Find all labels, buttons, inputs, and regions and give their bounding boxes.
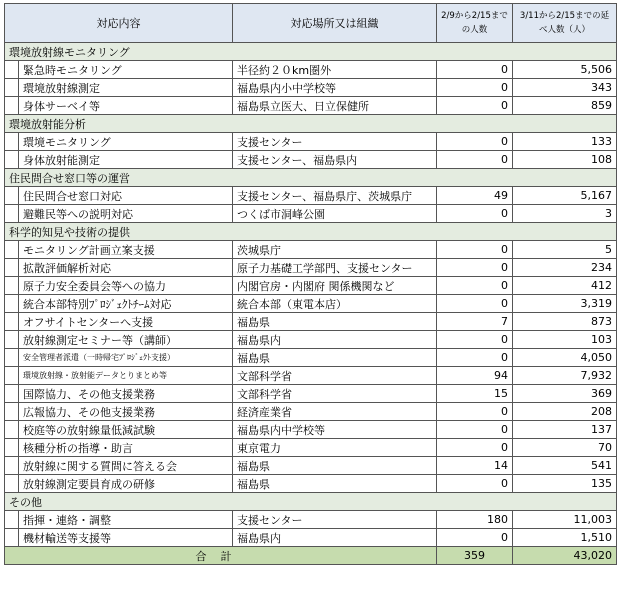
indent-cell [5,331,19,349]
total-count-cell: 3 [513,205,617,223]
content-cell: 放射線測定要員育成の研修 [19,475,233,493]
place-cell: 文部科学省 [233,367,437,385]
content-cell: 安全管理者派遣（一時帰宅ﾌﾟﾛｼﾞｪｸﾄ支援） [19,349,233,367]
feb-count-cell: 94 [437,367,513,385]
table-row [5,205,617,223]
place-cell: 半径約２０km圏外 [233,61,437,79]
indent-cell [5,475,19,493]
total-count-cell: 5,506 [513,61,617,79]
indent-cell [5,241,19,259]
feb-count-cell: 15 [437,385,513,403]
feb-count-cell: 0 [437,439,513,457]
table-row [5,367,617,385]
content-cell: オフサイトセンターへ支援 [19,313,233,331]
total-row [5,547,617,565]
header-content: 対応内容 [5,4,233,43]
indent-cell [5,313,19,331]
feb-count-cell: 0 [437,79,513,97]
indent-cell [5,277,19,295]
category-row [5,493,617,511]
table-row [5,457,617,475]
feb-count-cell: 0 [437,349,513,367]
category-title: 科学的知見や技術の提供 [5,223,617,241]
feb-count-cell: 0 [437,403,513,421]
place-cell: 統合本部（東電本店） [233,295,437,313]
indent-cell [5,259,19,277]
total-total-count: 43,020 [513,547,617,565]
content-cell: 統合本部特別ﾌﾟﾛｼﾞｪｸﾄﾁｰﾑ対応 [19,295,233,313]
total-count-cell: 11,003 [513,511,617,529]
total-count-cell: 5 [513,241,617,259]
content-cell: 身体放射能測定 [19,151,233,169]
place-cell: 経済産業省 [233,403,437,421]
table-row [5,61,617,79]
table-row [5,133,617,151]
feb-count-cell: 0 [437,277,513,295]
table-row [5,259,617,277]
total-count-cell: 369 [513,385,617,403]
category-row [5,223,617,241]
table-row [5,511,617,529]
total-count-cell: 137 [513,421,617,439]
total-count-cell: 234 [513,259,617,277]
category-title: 環境放射線モニタリング [5,43,617,61]
place-cell: つくば市洞峰公園 [233,205,437,223]
total-count-cell: 108 [513,151,617,169]
content-cell: 放射線に関する質問に答える会 [19,457,233,475]
feb-count-cell: 0 [437,475,513,493]
total-count-cell: 3,319 [513,295,617,313]
indent-cell [5,151,19,169]
header-feb-count: 2/9から2/15までの人数 [437,4,513,43]
feb-count-cell: 0 [437,241,513,259]
category-title: 住民問合せ窓口等の運営 [5,169,617,187]
table-row [5,475,617,493]
feb-count-cell: 0 [437,61,513,79]
table-row [5,241,617,259]
place-cell: 原子力基礎工学部門、支援センター [233,259,437,277]
content-cell: 放射線測定セミナー等（講師） [19,331,233,349]
content-cell: 身体サーベイ等 [19,97,233,115]
feb-count-cell: 180 [437,511,513,529]
content-cell: 避難民等への説明対応 [19,205,233,223]
place-cell: 福島県 [233,349,437,367]
total-label: 合計 [5,547,437,565]
place-cell: 支援センター [233,133,437,151]
total-count-cell: 873 [513,313,617,331]
category-title: その他 [5,493,617,511]
table-row [5,331,617,349]
table-row [5,295,617,313]
indent-cell [5,61,19,79]
total-count-cell: 133 [513,133,617,151]
table-row [5,421,617,439]
staff-dispatch-table [4,3,617,565]
table-row [5,97,617,115]
total-count-cell: 7,932 [513,367,617,385]
content-cell: 環境放射線測定 [19,79,233,97]
content-cell: 環境モニタリング [19,133,233,151]
content-cell: 環境放射線・放射能データとりまとめ等 [19,367,233,385]
category-row [5,169,617,187]
header-row [5,4,617,43]
indent-cell [5,511,19,529]
table-row [5,385,617,403]
indent-cell [5,205,19,223]
feb-count-cell: 14 [437,457,513,475]
feb-count-cell: 0 [437,331,513,349]
total-count-cell: 70 [513,439,617,457]
content-cell: 住民問合せ窓口対応 [19,187,233,205]
total-count-cell: 343 [513,79,617,97]
place-cell: 支援センター、福島県内 [233,151,437,169]
place-cell: 東京電力 [233,439,437,457]
content-cell: 機材輸送等支援等 [19,529,233,547]
feb-count-cell: 0 [437,529,513,547]
total-feb-count: 359 [437,547,513,565]
category-row [5,43,617,61]
table-row [5,313,617,331]
category-row [5,115,617,133]
total-count-cell: 1,510 [513,529,617,547]
feb-count-cell: 0 [437,151,513,169]
feb-count-cell: 0 [437,295,513,313]
total-count-cell: 4,050 [513,349,617,367]
indent-cell [5,421,19,439]
total-count-cell: 103 [513,331,617,349]
table-row [5,79,617,97]
indent-cell [5,349,19,367]
place-cell: 福島県 [233,457,437,475]
indent-cell [5,385,19,403]
place-cell: 福島県 [233,475,437,493]
total-count-cell: 135 [513,475,617,493]
place-cell: 福島県立医大、日立保健所 [233,97,437,115]
content-cell: モニタリング計画立案支援 [19,241,233,259]
feb-count-cell: 0 [437,259,513,277]
feb-count-cell: 49 [437,187,513,205]
indent-cell [5,529,19,547]
table-row [5,151,617,169]
total-count-cell: 5,167 [513,187,617,205]
place-cell: 支援センター、福島県庁、茨城県庁 [233,187,437,205]
content-cell: 校庭等の放射線量低減試験 [19,421,233,439]
feb-count-cell: 0 [437,133,513,151]
indent-cell [5,187,19,205]
total-count-cell: 412 [513,277,617,295]
table-row [5,349,617,367]
indent-cell [5,133,19,151]
category-title: 環境放射能分析 [5,115,617,133]
content-cell: 拡散評価解析対応 [19,259,233,277]
feb-count-cell: 7 [437,313,513,331]
content-cell: 広報協力、その他支援業務 [19,403,233,421]
place-cell: 文部科学省 [233,385,437,403]
feb-count-cell: 0 [437,205,513,223]
content-cell: 核種分析の指導・助言 [19,439,233,457]
table-row [5,277,617,295]
content-cell: 原子力安全委員会等への協力 [19,277,233,295]
content-cell: 国際協力、その他支援業務 [19,385,233,403]
indent-cell [5,97,19,115]
place-cell: 福島県内 [233,331,437,349]
place-cell: 福島県内 [233,529,437,547]
content-cell: 指揮・連絡・調整 [19,511,233,529]
table-row [5,529,617,547]
indent-cell [5,295,19,313]
place-cell: 福島県内中学校等 [233,421,437,439]
table-row [5,403,617,421]
feb-count-cell: 0 [437,421,513,439]
indent-cell [5,367,19,385]
table-row [5,439,617,457]
place-cell: 支援センター [233,511,437,529]
total-count-cell: 208 [513,403,617,421]
header-place: 対応場所又は組織 [233,4,437,43]
content-cell: 緊急時モニタリング [19,61,233,79]
feb-count-cell: 0 [437,97,513,115]
table-row [5,187,617,205]
place-cell: 内閣官房・内閣府 関係機関など [233,277,437,295]
indent-cell [5,403,19,421]
header-total-count: 3/11から2/15までの延べ人数（人） [513,4,617,43]
total-count-cell: 541 [513,457,617,475]
total-count-cell: 859 [513,97,617,115]
indent-cell [5,439,19,457]
place-cell: 福島県内小中学校等 [233,79,437,97]
indent-cell [5,457,19,475]
place-cell: 福島県 [233,313,437,331]
indent-cell [5,79,19,97]
place-cell: 茨城県庁 [233,241,437,259]
